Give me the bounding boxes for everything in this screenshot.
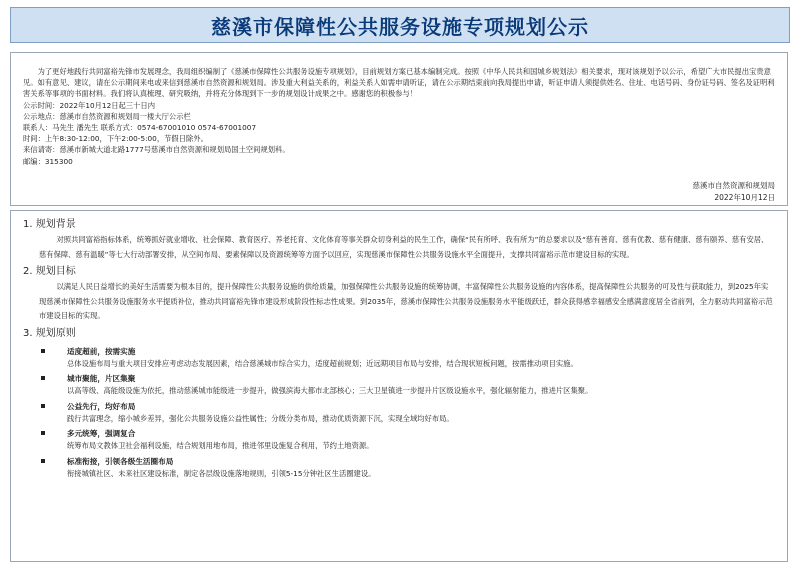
notice-place: 公示地点：慈溪市自然资源和规划局一楼大厅公示栏 [23,111,191,121]
principle-title: 标准衔接，引领各级生活圈布局 [67,456,174,466]
bullet-icon [41,459,45,463]
notice-address: 来信请寄：慈溪市新城大道北路1777号慈溪市自然资源和规划局国土空间规划科。 [23,145,290,155]
notice-time: 公示时间：2022年10月12日起三十日内 [23,100,155,110]
principle-desc: 践行共富理念，缩小城乡差异，强化公共服务设施公益性属性；分级分类布局，推动优质资源下沉，实现全域均好布局。 [67,413,454,423]
notice-contact: 联系人：马先生 潘先生 联系方式：0574-67001010 0574-67001007 [23,123,257,133]
bullet-icon [41,404,45,408]
section-title-principles: 3. 规划原则 [23,327,76,339]
section-title-goals: 2. 规划目标 [23,266,76,277]
principle-desc: 统筹布局文教体卫社会福利设施，结合规划用地布局，推进邻里设施复合利用，节约土地资源。 [67,441,374,450]
notice-box [10,52,788,206]
page-header [10,7,790,43]
plan-content [10,210,788,562]
principle-desc: 衔接城镇社区、未来社区建设标准，制定各层级设施落地规则，引领5-15分钟社区生活圈建设。 [67,468,376,478]
section-text-goals: 以满足人民日益增长的美好生活需要为根本目的，提升保障性公共服务设施的供给质量，加强保障性公共服务设施的统筹协调，丰富保障性公共服务设施的内容体系，提高保障性公共服务的可及性与获取能力，到2025年实现慈溪市保障性公共服务设施服务水平提质补位，推动共同富裕先锋市建设形成阶段性标志性成果。到2035年，慈溪市保障性公共服务设施服务水平能级跃迁，群众获得感幸福感安全感满意度居全省前列，全力驱动共同富裕示范市建设目标的实现。 [39,282,773,320]
bullet-icon [41,376,45,380]
section-title-background: 1. 规划背景 [23,219,76,230]
list-item [23,400,775,426]
list-item [23,372,775,398]
bullet-icon [41,349,45,353]
principle-title: 适度超前，按需实施 [67,346,136,356]
signature-org: 慈溪市自然资源和规划局 [692,181,775,190]
signature-date: 2022年10月12日 [714,192,775,202]
bullet-icon [41,431,45,435]
principle-title: 公益先行，均好布局 [67,401,136,411]
principle-desc: 总体设施布局与重大项目安排应考虑动态发展因素，结合慈溪城市综合实力，适度超前规划；近远期项目布局与安排，结合现状短板问题，按需推动项目实施。 [67,358,578,368]
notice-intro: 为了更好地践行共同富裕先锋市发展理念，我局组织编制了《慈溪市保障性公共服务设施专项规划》，目前规划方案已基本编制完成。按照《中华人民共和国城乡规划法》相关要求，现对该规划予以公示，希望广大市民提出宝贵意见。如有意见、建议，请在公示期间来电或来信到慈溪市自然资源和规划局。涉及重大利益关系的，利益关系人如需申请听证，请在公示期结束前向我局提出申请，听证申请人须提供姓名、住址、电话号码、身份证号码、签名及证明利害关系等事项的书面材料。我们将认真梳理、研究吸纳，并将充分体现到下一步的规划设计成果之中。感谢您的积极参与！ [23,67,775,99]
principle-title: 城市聚能，片区集聚 [67,374,136,383]
section-text-background: 对照共同富裕指标体系，统筹抓好就业增收、社会保障、教育医疗、养老托育、文化体育等事关群众切身利益的民生工作，确保“民有所呼、我有所为”的总要求以及“慈有善育、慈有优教、慈有健康、慈有颐养、慈有安居、慈有保障、慈有温暖”等七大行动部署安排，从空间布局、要素保障以及资源统筹等方面予以回应，实现慈溪市保障性公共服务设施水平全面提升，支撑共同富裕示范市建设目标的实现。 [39,235,769,259]
list-item [23,427,775,453]
notice-postcode: 邮编：315300 [23,156,73,166]
principle-title: 多元统筹，强调复合 [67,429,136,438]
page-title: 慈溪市保障性公共服务设施专项规划公示 [211,14,589,39]
principles-list [23,345,775,481]
list-item [23,455,775,481]
principle-desc: 以高等级、高能级设施为依托，推动慈溪城市能级进一步提升，做强滨海大都市北部核心；三大卫星镇进一步提升片区级设施水平，强化辐射能力，推进片区集聚。 [67,386,593,395]
notice-hours: 时间：上午8:30-12:00，下午2:00-5:00，节假日除外。 [23,134,208,144]
list-item [23,345,775,371]
notice-signature [693,180,776,203]
